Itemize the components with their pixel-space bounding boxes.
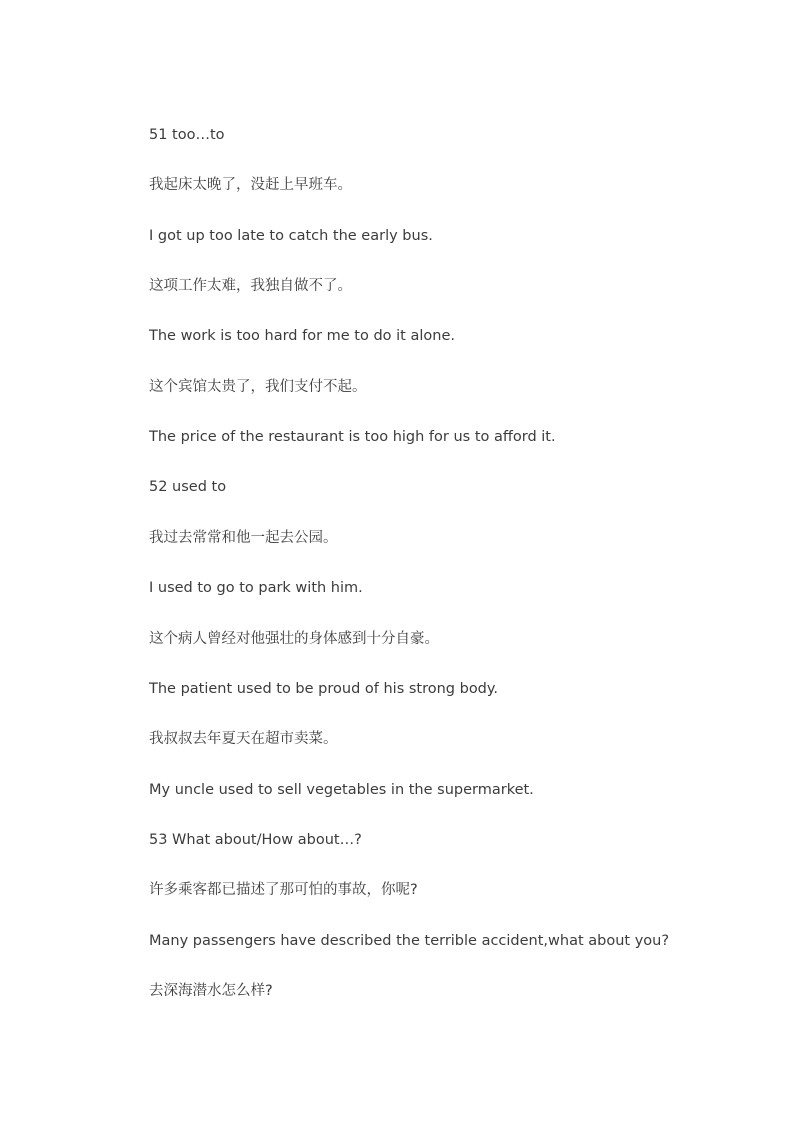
heading-51: 51 too…to xyxy=(149,127,225,143)
english-sentence: The patient used to be proud of his strong body. xyxy=(149,681,499,697)
heading-52: 52 used to xyxy=(149,479,227,495)
chinese-sentence: 这项工作太难，我独自做不了。 xyxy=(149,278,352,294)
chinese-sentence: 我过去常常和他一起去公园。 xyxy=(149,530,338,546)
english-sentence: I used to go to park with him. xyxy=(149,580,363,596)
english-sentence: The price of the restaurant is too high for us to afford it. xyxy=(149,429,556,445)
chinese-sentence: 去深海潜水怎么样? xyxy=(149,983,273,999)
heading-53: 53 What about/How about…? xyxy=(149,832,362,848)
english-sentence: I got up too late to catch the early bus. xyxy=(149,228,433,244)
english-sentence: My uncle used to sell vegetables in the supermarket. xyxy=(149,782,534,798)
english-sentence: Many passengers have described the terrible accident,what about you? xyxy=(149,933,670,949)
chinese-sentence: 我起床太晚了，没赶上早班车。 xyxy=(149,177,352,193)
english-sentence: The work is too hard for me to do it alone. xyxy=(149,328,455,344)
chinese-sentence: 我叔叔去年夏天在超市卖菜。 xyxy=(149,731,338,747)
chinese-sentence: 这个宾馆太贵了，我们支付不起。 xyxy=(149,379,367,395)
chinese-sentence: 这个病人曾经对他强壮的身体感到十分自豪。 xyxy=(149,631,439,647)
chinese-sentence: 许多乘客都已描述了那可怕的事故，你呢? xyxy=(149,882,418,898)
